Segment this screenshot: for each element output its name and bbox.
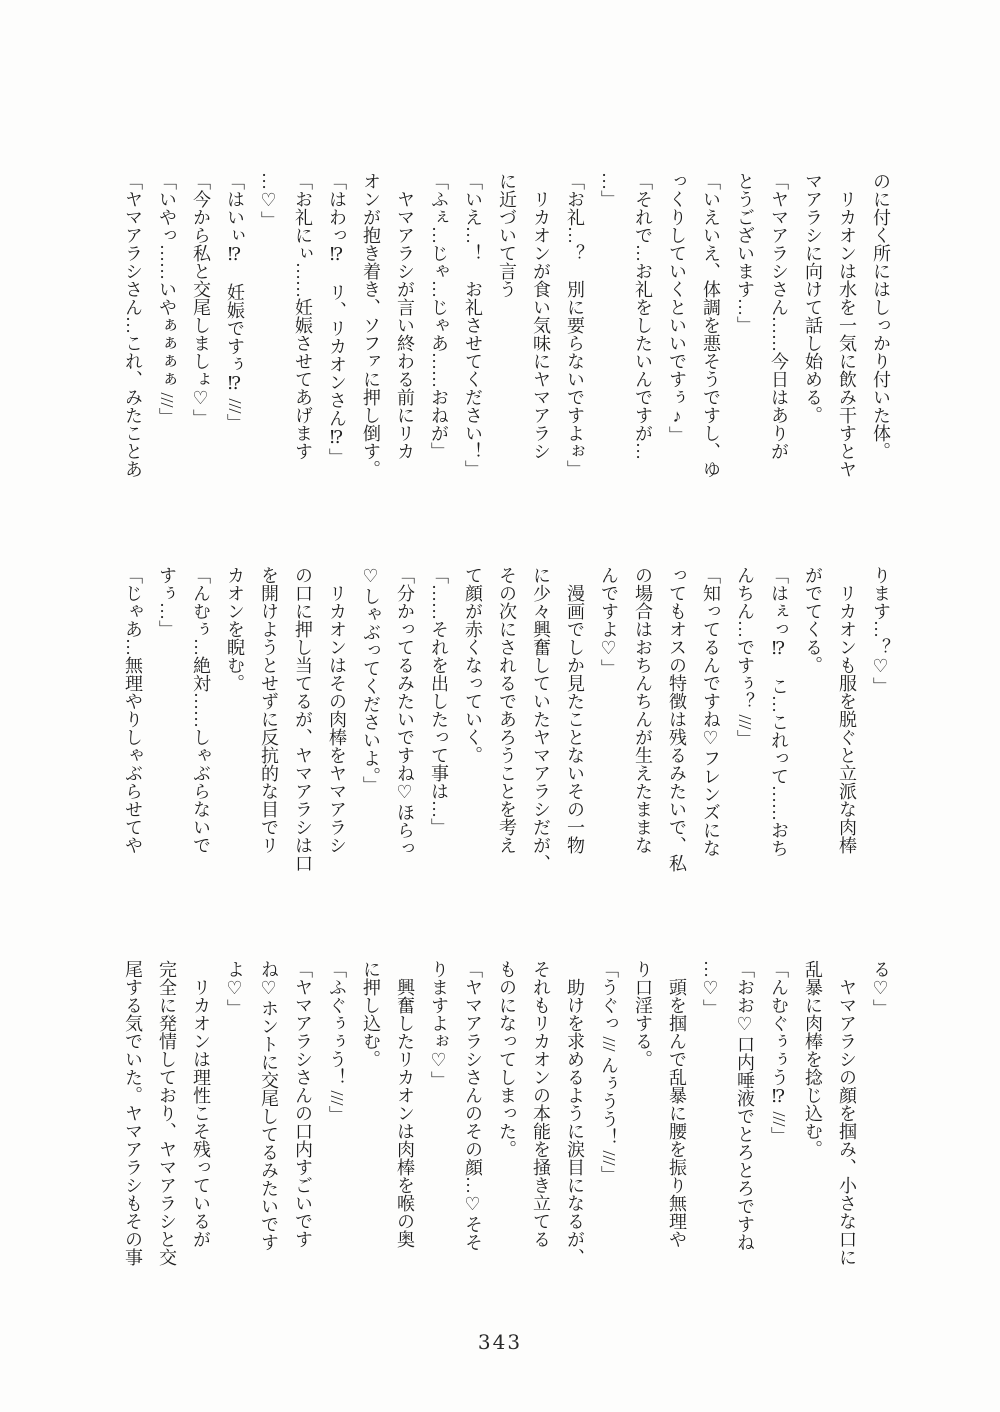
text-column: ります…？♡」 [871, 566, 891, 695]
text-column: 助けを求めるように涙目になるが、 [565, 960, 585, 1266]
text-column: マアラシに向けて話し始める。 [803, 172, 823, 424]
text-block-bottom [116, 960, 898, 1296]
text-column: カオンを睨む。 [225, 566, 245, 692]
text-column: リカオンも服を脱ぐと立派な肉棒 [837, 566, 857, 854]
text-column: 「はいぃ⁉ 妊娠ですぅ⁉ ///」 [225, 172, 245, 432]
text-column: に近づいて言う [497, 172, 517, 298]
text-column: …」 [599, 172, 619, 208]
text-column: 「……それを出したって事は…」 [429, 566, 449, 836]
text-column: んちん…ですぅ？ ///」 [735, 566, 755, 748]
text-column: 「はぇっ⁉ こ…これって……おち [769, 566, 789, 857]
text-column: 「はわっ⁉ リ、リカオンさん⁉」 [327, 172, 347, 466]
text-column: 「んむぐぅぅう⁉ ///」 [769, 960, 789, 1145]
page-number: 343 [477, 1330, 523, 1354]
text-column: 「お礼…？ 別に要らないですよぉ」 [565, 172, 585, 478]
text-column: ♡しゃぶってくださいよ。」 [361, 566, 381, 794]
text-column: 乱暴に肉棒を捻じ込む。 [803, 960, 823, 1158]
text-column: 「お礼にぃ……妊娠させてあげます [293, 172, 313, 460]
text-column: 「うぐっ /// んぅうう！ ///」 [599, 960, 619, 1184]
text-column: 「じゃあ…無理やりしゃぶらせてや [123, 566, 143, 854]
text-block-top [116, 172, 898, 508]
text-column: 「ヤマアラシさんのその顔…♡そそ [463, 960, 483, 1251]
text-column: がでてくる。 [803, 566, 823, 674]
text-column: 完全に発情しており、ヤマアラシと交 [157, 960, 177, 1266]
text-column: 尾する気でいた。ヤマアラシもその事 [123, 960, 143, 1266]
text-column: ものになってしまった。 [497, 960, 517, 1158]
text-column: 頭を掴んで乱暴に腰を振り無理や [667, 960, 687, 1248]
text-column: 漫画でしか見たことないその一物 [565, 566, 585, 854]
text-column: に少々興奮していたヤマアラシだが、 [531, 566, 551, 872]
text-column: …♡」 [259, 172, 279, 229]
text-column: んですよ♡」 [599, 566, 619, 677]
text-column: …♡」 [701, 960, 721, 1017]
text-column: ヤマアラシの顔を掴み、小さな口に [837, 960, 857, 1266]
text-column: ね♡ホントに交尾してるみたいです [259, 960, 279, 1251]
text-column: 「ヤマアラシさん……今日はありが [769, 172, 789, 460]
text-column: の口に押し当てるが、ヤマアラシは口 [293, 566, 313, 872]
text-column: て顔が赤くなっていく。 [463, 566, 483, 764]
text-column: のに付く所にはしっかり付いた体。 [871, 172, 891, 460]
text-column: 「ヤマアラシさん…これ、みたことあ [123, 172, 143, 478]
text-column: ってもオスの特徴は残るみたいで、私 [667, 566, 687, 872]
text-column: る♡」 [871, 960, 891, 1017]
text-column: 「いえ…！ お礼させてください！」 [463, 172, 483, 478]
text-column: 「んむぅ…絶対……しゃぶらないで [191, 566, 211, 854]
text-column: その次にされるであろうことを考え [497, 566, 517, 854]
text-column: りますよぉ♡」 [429, 960, 449, 1089]
text-column: 「いやっ……いやぁぁぁぁ ///」 [157, 172, 177, 426]
text-column: リカオンは理性こそ残っているが [191, 960, 211, 1248]
text-column: 「ふぐぅぅう！ ///」 [327, 960, 347, 1124]
text-column: の場合はおちんちんが生えたままな [633, 566, 653, 854]
text-column: すぅ…」 [157, 566, 177, 638]
text-column: 「今から私と交尾しましょ♡」 [191, 172, 211, 427]
text-column: それもリカオンの本能を掻き立てる [531, 960, 551, 1248]
text-column: 「それで…お礼をしたいんですが… [633, 172, 653, 460]
text-column: り口淫する。 [633, 960, 653, 1068]
text-column: オンが抱き着き、ソファに押し倒す。 [361, 172, 381, 478]
text-column: 「知ってるんですね♡フレンズにな [701, 566, 721, 857]
text-column: に押し込む。 [361, 960, 381, 1068]
text-column: を開けようとせずに反抗的な目でリ [259, 566, 279, 854]
text-column: とうございます…」 [735, 172, 755, 334]
text-column: リカオンが食い気味にヤマアラシ [531, 172, 551, 460]
text-column: 興奮したリカオンは肉棒を喉の奥 [395, 960, 415, 1248]
text-column: っくりしていくといいですぅ♪」 [667, 172, 687, 444]
text-column: よ♡」 [225, 960, 245, 1017]
text-column: 「いえいえ、体調を悪そうですし、ゆ [701, 172, 721, 478]
text-column: リカオンは水を一気に飲み干すとヤ [837, 172, 857, 478]
text-column: 「おお♡口内唾液でとろとろですね [735, 960, 755, 1251]
text-column: 「分かってるみたいですね♡ほらっ [395, 566, 415, 857]
text-column: リカオンはその肉棒をヤマアラシ [327, 566, 347, 854]
text-column: ヤマアラシが言い終わる前にリカ [395, 172, 415, 460]
text-column: 「ヤマアラシさんの口内すごいです [293, 960, 313, 1248]
text-column: 「ふぇ…じゃ…じゃあ……おねが」 [429, 172, 449, 460]
text-block-middle [116, 566, 898, 902]
